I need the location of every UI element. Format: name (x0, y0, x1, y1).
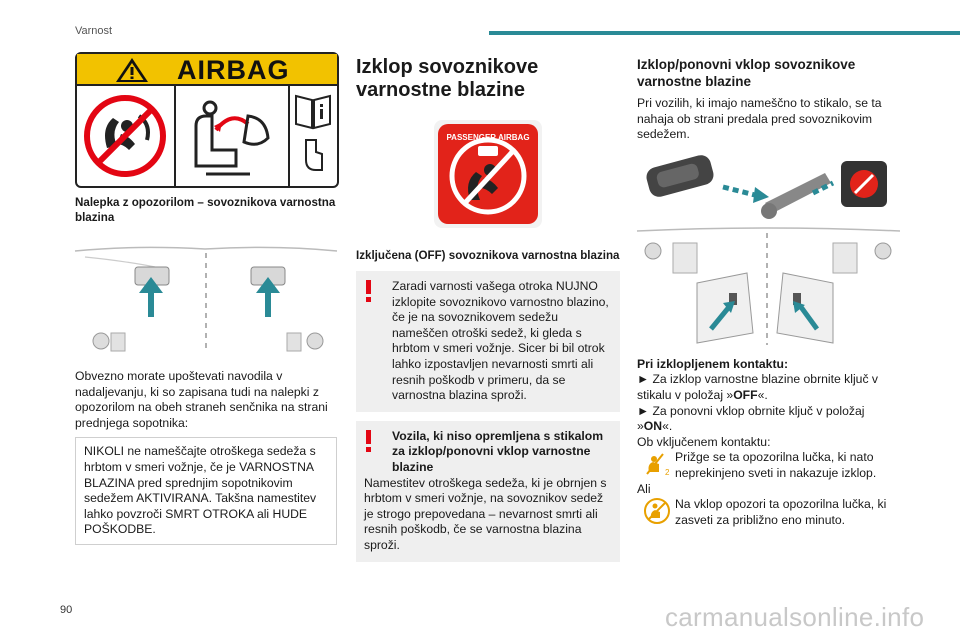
column-right (637, 56, 900, 528)
manual-book-icon (290, 86, 337, 186)
svg-text:2: 2 (665, 468, 670, 478)
airbag-label-word: AIRBAG (177, 55, 290, 85)
warning-text: Namestitev otroškega sedeža, ki je obrnjen s hrbtom v smeri vožnje, na sovoznikov sedež je strogo prepovedana – nevarnost smrti ali resnih poškodb, če se varnostna blazina sproži. (364, 475, 607, 552)
airbag-deploy-cell (176, 86, 290, 186)
airbag-off-lamp-icon (643, 450, 669, 476)
warning-box-no-switch (356, 421, 620, 562)
or-text: Ali (637, 481, 651, 496)
airbag-label-band (77, 54, 337, 86)
section-heading-switch: Izklop/ponovni vklop sovoznikove varnostne blazine (637, 57, 856, 89)
passenger-airbag-off-indicator (434, 120, 542, 228)
indicator-caption: Izključena (OFF) sovoznikova varnostna blazina (356, 249, 620, 262)
exclamation-icon (366, 430, 371, 444)
exclamation-icon (366, 280, 371, 294)
warning-box-child-seat (356, 271, 620, 412)
switch-instructions (637, 357, 900, 529)
page-number: 90 (60, 604, 73, 616)
lamp-off-row: 2 Prižge se ta opozorilna lučka, ki nato neprekinjeno sveti in nakazuje izklop. (637, 450, 900, 481)
contact-off-heading: Pri izklopljenem kontaktu: (637, 356, 789, 371)
label-caption: Nalepka z opozorilom – sovoznikova varnostna blazina (75, 196, 336, 224)
contact-on-text: Ob vključenem kontaktu: (637, 434, 771, 449)
airbag-warning-label (75, 52, 339, 188)
section-title: Varnost (75, 25, 113, 37)
airbag-on-lamp-icon (643, 497, 671, 525)
svg-text:PASSENGER AIRBAG: PASSENGER AIRBAG (446, 133, 530, 142)
never-install-note: NIKOLI ne nameščajte otroškega sedeža s hrbtom v smeri vožnje, če je VARNOSTNA BLAZINA pred sprednjim sopotnikovim sedežem AKTIVIRANA. Takšna namestitev lahko povzroči SMRT OTROKA ali HUDE POŠKODBE. (75, 437, 337, 545)
airbag-deploy-icon (176, 86, 288, 186)
warning-text: Zaradi varnosti vašega otroka NUJNO izklopite sovoznikovo varnostno blazino, če je na sovoznikovem sedežu nameščen otroški sedež, ki gleda s hrbtom v smeri vožnje. Sicer bi bil otrok lahko izpostavljen nevarnosti smrti ali resnih poškodb v primeru, da se varnostna blazina sproži. (392, 279, 609, 403)
header-accent-bar (489, 31, 960, 35)
sun-visor-illustration (75, 239, 337, 355)
lamp-on-row: Na vklop opozori ta opozorilna lučka, ki zasveti za približno eno minuto. (637, 497, 900, 528)
watermark: carmanualsonline.info (665, 602, 925, 632)
step-off: ► Za izklop varnostne blazine obrnite ključ v stikalu v položaj »OFF«. (637, 372, 879, 402)
column-left (75, 52, 337, 545)
instructions-text: Obvezno morate upoštevati navodila v nadaljevanju, ki so zapisana tudi na nalepki z opozorilom na obeh straneh senčnika na strani prednjega sopotnika: (75, 369, 328, 430)
no-rear-facing-child-seat-icon (77, 86, 174, 186)
warning-title: Vozila, ki niso opremljena s stikalom za izklop/ponovni vklop varnostne blazine (392, 428, 604, 474)
section-heading-deactivation: Izklop sovoznikove varnostne blazine (356, 56, 539, 101)
warning-triangle-icon (115, 57, 149, 83)
column-middle (356, 56, 620, 562)
key-switch-illustration (637, 153, 900, 349)
step-on: ► Za ponovni vklop obrnite ključ v položaj »ON«. (637, 403, 865, 434)
passenger-airbag-off-icon (434, 120, 542, 228)
read-manual-cell (290, 86, 337, 186)
switch-location-text: Pri vozilih, ki imajo nameščno to stikalo, se ta nahaja ob strani predala pred sovoznikovim sedežem. (637, 96, 882, 142)
prohibited-child-seat-cell (77, 86, 176, 186)
